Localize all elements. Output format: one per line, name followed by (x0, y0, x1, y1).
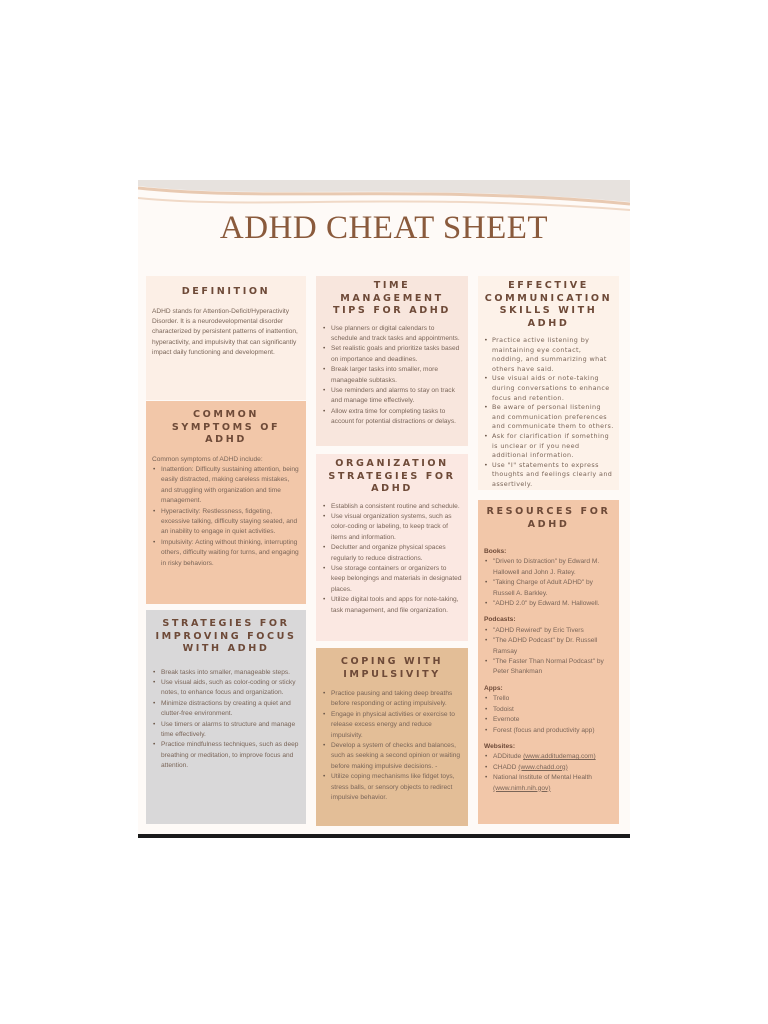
time-heading (322, 280, 462, 318)
website-link[interactable]: (www.chadd.org) (518, 763, 568, 771)
symptoms-heading-line-1: COMMON (192, 409, 260, 420)
resources-heading-line-2: ADHD (527, 518, 570, 530)
list-item: • Ask for clarification if something is unclear or if you need additional information. (483, 432, 614, 461)
strategies-heading-line-2: IMPROVING FOCUS (155, 630, 297, 642)
list-item: • Use visual aids or note-taking during conversations to enhance focus and retention. (483, 374, 614, 403)
page-title: ADHD CHEAT SHEET (219, 210, 549, 246)
definition-text: ADHD stands for Attention-Deficit/Hyperactivity Disorder. It is a neurodevelopmental disorder characterized by persistent patterns of inattention, hyperactivity, and impulsivity that can significantly impact daily functioning and development. (152, 307, 298, 357)
organization-list (322, 502, 462, 616)
list-item: • "Taking Charge of Adult ADHD" by Russell A. Barkley. (484, 578, 613, 599)
communication-list (483, 336, 614, 490)
organization-heading-line-2: STRATEGIES FOR ADHD (328, 470, 456, 494)
symptoms-list (152, 465, 300, 569)
list-item: • Use "I" statements to express thoughts and feelings clearly and assertively. (483, 461, 614, 490)
apps-label: Apps: (484, 684, 503, 692)
list-item: • Develop a system of checks and balances, such as seeking a second opinion or waiting before making impulsive decisions. - (322, 741, 462, 772)
list-item: • Impulsivity: Acting without thinking, interrupting others, difficulty waiting for turns, and engaging in risky behaviors. (152, 538, 300, 569)
symptoms-heading-line-2: SYMPTOMS OF ADHD (171, 421, 281, 445)
list-item (484, 773, 613, 794)
bottom-rule (138, 834, 630, 838)
communication-card (478, 276, 619, 490)
resources-heading-line-1: RESOURCES FOR (486, 506, 611, 517)
strategies-heading-line-3: WITH ADHD (182, 643, 270, 654)
definition-heading: DEFINITION (181, 286, 271, 297)
apps-list (484, 694, 613, 736)
list-item: • Trello (484, 694, 613, 704)
strategies-heading-line-1: STRATEGIES FOR (162, 618, 290, 629)
cheat-sheet (138, 180, 630, 838)
website-name: ADDitude (493, 753, 522, 761)
list-item: • Forest (focus and productivity app) (484, 726, 613, 736)
communication-heading-line-2: COMMUNICATION (484, 292, 613, 304)
list-item: • Use visual aids, such as color-coding or sticky notes, to enhance focus and organization. (152, 678, 300, 699)
resources-card (478, 500, 619, 824)
communication-heading (483, 280, 614, 330)
list-item: • Utilize coping mechanisms like fidget toys, stress balls, or sensory objects to redirect impulsive behavior. (322, 772, 462, 803)
websites-list (484, 752, 613, 794)
symptoms-lead: Common symptoms of ADHD include: (152, 455, 263, 463)
resources-heading (484, 506, 613, 531)
podcasts-label: Podcasts: (484, 616, 516, 624)
coping-list (322, 689, 462, 803)
list-item: • Use visual organization systems, such as color-coding or labeling, to keep track of items and information. (322, 512, 462, 543)
list-item: • Establish a consistent routine and schedule. (322, 502, 462, 512)
list-item: • "ADHD 2.0" by Edward M. Hallowell. (484, 599, 613, 609)
website-name: National Institute of Mental Health (493, 774, 592, 782)
coping-heading-line-2: IMPULSIVITY (343, 668, 441, 680)
list-item: • Break tasks into smaller, manageable steps. (152, 668, 300, 678)
time-heading-line-2: TIPS FOR ADHD (332, 305, 451, 316)
strategies-list (152, 668, 300, 772)
organization-heading-line-1: ORGANIZATION (335, 458, 449, 469)
list-item: • Hyperactivity: Restlessness, fidgeting, excessive talking, difficulty staying seated, and an inability to engage in quiet activities. (152, 507, 300, 538)
list-item (484, 763, 613, 773)
list-item: • Be aware of personal listening and communication preferences and communicate them to others. (483, 403, 614, 432)
list-item: • Set realistic goals and prioritize tasks based on importance and deadlines. (322, 344, 462, 365)
list-item: • Declutter and organize physical spaces regularly to reduce distractions. (322, 543, 462, 564)
list-item (484, 752, 613, 762)
list-item: • "The ADHD Podcast" by Dr. Russell Ramsay (484, 636, 613, 657)
list-item: • Inattention: Difficulty sustaining attention, being easily distracted, making careless mistakes, and struggling with organization and time management. (152, 465, 300, 507)
strategies-heading (152, 618, 300, 656)
website-link[interactable]: (www.nimh.nih.gov) (493, 784, 551, 792)
coping-heading-line-1: COPING WITH (340, 656, 444, 667)
list-item: • Engage in physical activities or exercise to release excess energy and reduce impulsivity. (322, 710, 462, 741)
list-item: • Todoist (484, 705, 613, 715)
organization-heading (322, 458, 462, 496)
website-link[interactable]: (www.additudemag.com) (523, 753, 596, 761)
list-item: • Use reminders and alarms to stay on track and manage time effectively. (322, 386, 462, 407)
podcasts-list (484, 626, 613, 678)
list-item: • Minimize distractions by creating a quiet and clutter-free environment. (152, 699, 300, 720)
list-item: • "Driven to Distraction" by Edward M. Hallowell and John J. Ratey. (484, 557, 613, 578)
list-item: • Practice mindfulness techniques, such as deep breathing or meditation, to improve focus and attention. (152, 740, 300, 771)
list-item: • Use planners or digital calendars to schedule and track tasks and appointments. (322, 324, 462, 345)
time-list (322, 324, 462, 428)
definition-card (146, 276, 306, 400)
symptoms-card (146, 401, 306, 604)
list-item: • Practice active listening by maintaining eye contact, nodding, and summarizing what others have said. (483, 336, 614, 374)
list-item: • "ADHD Rewired" by Eric Tivers (484, 626, 613, 636)
websites-label: Websites: (484, 742, 516, 750)
coping-card (316, 648, 468, 826)
list-item: • Evernote (484, 715, 613, 725)
books-label: Books: (484, 548, 507, 555)
symptoms-heading (152, 409, 300, 447)
strategies-card (146, 610, 306, 824)
books-list (484, 557, 613, 609)
organization-card (316, 454, 468, 641)
list-item: • Practice pausing and taking deep breaths before responding or acting impulsively. (322, 689, 462, 710)
time-heading-line-1: TIME MANAGEMENT (340, 280, 444, 304)
list-item: • Utilize digital tools and apps for note-taking, task management, and file organization. (322, 595, 462, 616)
list-item: • Use timers or alarms to structure and manage time effectively. (152, 720, 300, 741)
list-item: • Allow extra time for completing tasks to account for potential distractions or delays. (322, 407, 462, 428)
list-item: • "The Faster Than Normal Podcast" by Peter Shankman (484, 657, 613, 678)
website-name: CHADD (493, 763, 517, 771)
communication-heading-line-3: SKILLS WITH ADHD (499, 305, 598, 329)
coping-heading (322, 656, 462, 681)
communication-heading-line-1: EFFECTIVE (508, 280, 589, 291)
list-item: • Use storage containers or organizers to keep belongings and materials in designated places. (322, 564, 462, 595)
time-management-card (316, 276, 468, 446)
list-item: • Break larger tasks into smaller, more manageable subtasks. (322, 365, 462, 386)
